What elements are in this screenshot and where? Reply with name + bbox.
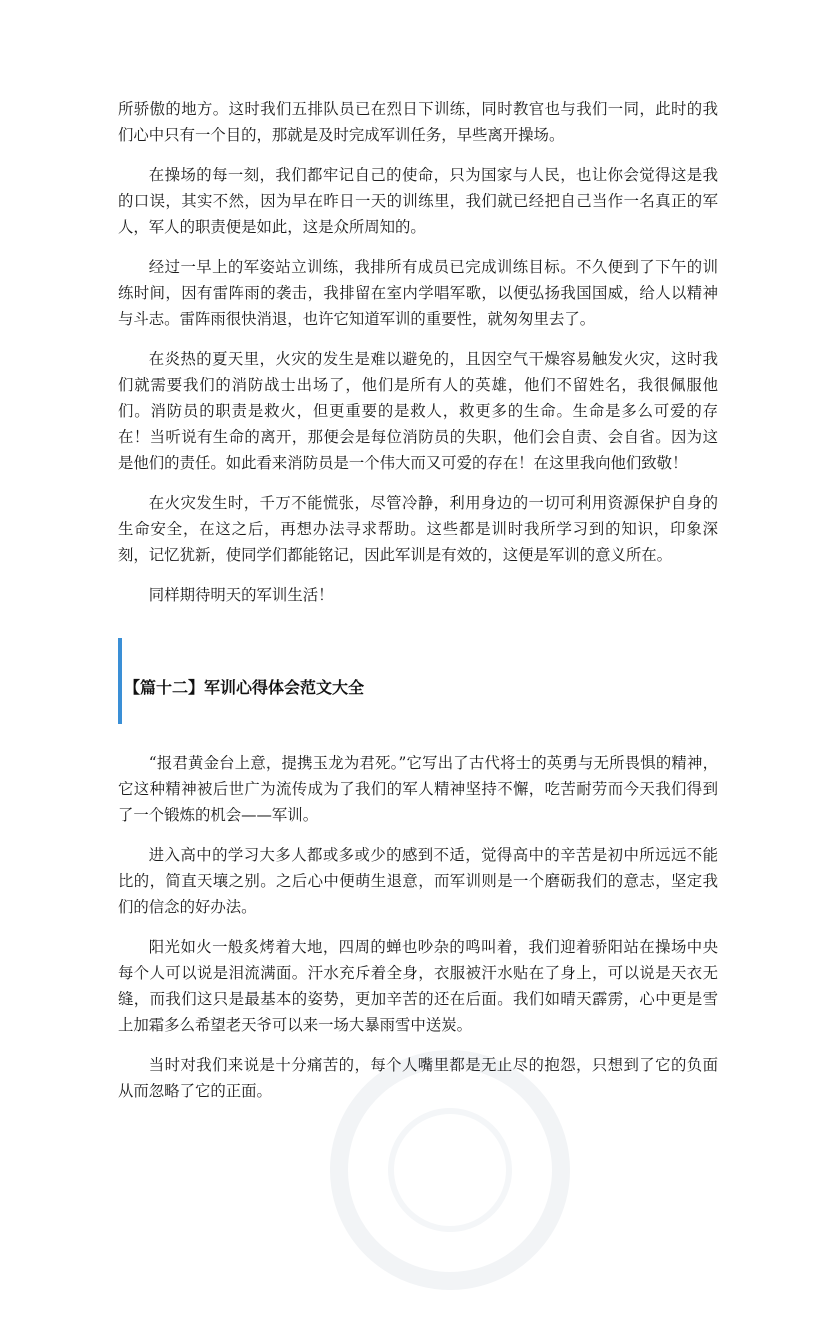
section-heading-block: [118, 638, 718, 724]
paragraph: 在炎热的夏天里，火灾的发生是难以避免的，且因空气干燥容易触发火灾，这时我们就需要我们的消防战士出场了，他们是所有人的英雄，他们不留姓名，我很佩服他们。消防员的职责是救火，但更重要的是救人，救更多的生命。生命是多么可爱的存在！当听说有生命的离开，那便会是每位消防员的失职，他们会自责、会自省。因为这是他们的责任。如此看来消防员是一个伟大而又可爱的存在！在这里我向他们致敬！: [118, 350, 718, 472]
paragraph: 同样期待明天的军训生活！: [148, 586, 334, 604]
paragraph: 阳光如火一般炙烤着大地，四周的蝉也吵杂的鸣叫着，我们迎着骄阳站在操场中央每个人可以说是泪流满面。汗水充斥着全身，衣服被汗水贴在了身上，可以说是天衣无缝，而我们这只是最基本的姿势，更加辛苦的还在后面。我们如晴天霹雳，心中更是雪上加霜多么希望老天爷可以来一场大暴雨雪中送炭。: [118, 938, 718, 1034]
paragraph: 进入高中的学习大多人都或多或少的感到不适，觉得高中的辛苦是初中所远远不能比的，简直天壤之别。之后心中便萌生退意，而军训则是一个磨砺我们的意志，坚定我们的信念的好办法。: [118, 846, 718, 916]
paragraph: 在操场的每一刻，我们都牢记自己的使命，只为国家与人民，也让你会觉得这是我的口误，其实不然，因为早在昨日一天的训练里，我们就已经把自己当作一名真正的军人，军人的职责便是如此，这是众所周知的。: [118, 166, 718, 236]
paragraph: 经过一早上的军姿站立训练，我排所有成员已完成训练目标。不久便到了下午的训练时间，因有雷阵雨的袭击，我排留在室内学唱军歌，以便弘扬我国国威，给人以精神与斗志。雷阵雨很快消退，也许它知道军训的重要性，就匆匆里去了。: [118, 258, 718, 328]
paragraph: 当时对我们来说是十分痛苦的，每个人嘴里都是无止尽的抱怨，只想到了它的负面从而忽略了它的正面。: [118, 1056, 718, 1100]
paragraph: 在火灾发生时，千万不能慌张，尽管冷静，利用身边的一切可利用资源保护自身的生命安全，在这之后，再想办法寻求帮助。这些都是训时我所学习到的知识，印象深刻，记忆犹新，使同学们都能铭记，因此军训是有效的，这便是军训的意义所在。: [118, 494, 718, 564]
paragraph: “报君黄金台上意，提携玉龙为君死。”它写出了古代将士的英勇与无所畏惧的精神，它这种精神被后世广为流传成为了我们的军人精神坚持不懈，吃苦耐劳而今天我们得到了一个锻炼的机会——军训。: [118, 754, 718, 824]
section-heading: 【篇十二】军训心得体会范文大全: [124, 678, 365, 697]
document-page: [118, 96, 718, 1118]
paragraph: 所骄傲的地方。这时我们五排队员已在烈日下训练，同时教官也与我们一同，此时的我们心中只有一个目的，那就是及时完成军训任务，早些离开操场。: [118, 100, 718, 144]
